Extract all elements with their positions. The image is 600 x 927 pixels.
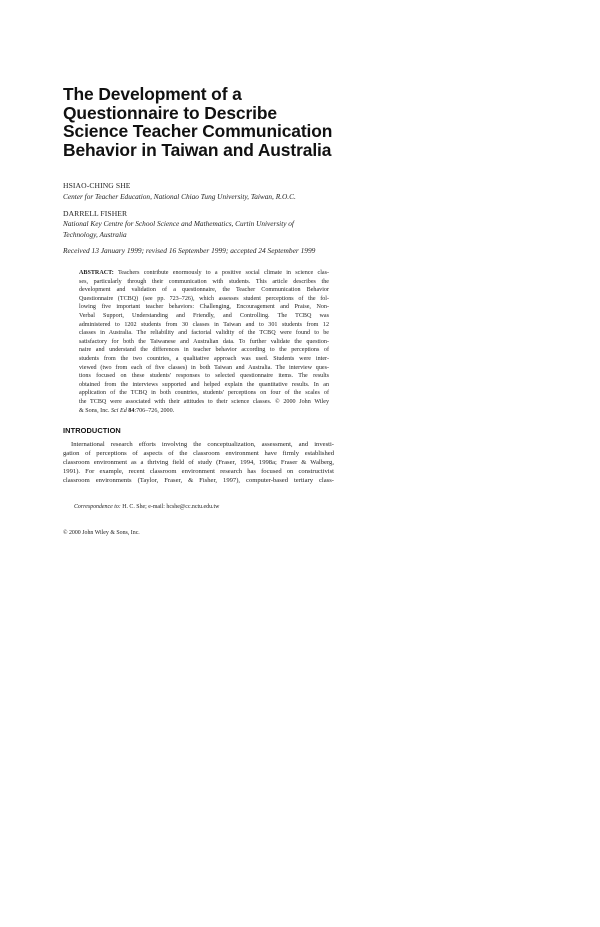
abstract-line: naire and understand the differences in teacher behavior according to the perceptions of	[79, 347, 329, 354]
footnote-text: H. C. She; e-mail: hcshe@cc.nctu.edu.tw	[122, 504, 220, 510]
citation-pages: :706–726, 2000.	[134, 407, 175, 414]
abstract-line: viewed (two from each of five classes) in both Taiwan and Australia. The interview ques-	[79, 364, 329, 371]
abstract-line: ses, particularly through their communication with students. This article describes the	[79, 278, 329, 285]
citation-volume: 84	[128, 407, 135, 414]
citation-journal: Sci Ed	[111, 407, 127, 414]
abstract-line: classes in Australia. The reliability and factorial validity of the TCBQ were found to be	[79, 330, 329, 337]
citation-publisher: & Sons, Inc.	[79, 407, 110, 414]
abstract-line: the TCBQ were associated with their attitudes to their science classes. © 2000 John Wiley	[79, 398, 329, 405]
body-line: International research efforts involving the conceptualization, assessment, and investi-	[71, 441, 334, 448]
body-line: 1991). For example, recent classroom environment research has focused on constructivist	[63, 468, 334, 476]
title-line: Science Teacher Communication	[63, 121, 333, 141]
received-dates: Received 13 January 1999; revised 16 September 1999; accepted 24 September 1999	[63, 246, 316, 255]
article-title	[63, 85, 363, 159]
affiliation-line: National Key Centre for School Science and Mathematics, Curtin University of	[63, 219, 294, 228]
title-line: The Development of a	[63, 84, 242, 104]
abstract-line: administered to 1202 students from 30 classes in Taiwan and to 301 students from 12	[79, 321, 329, 328]
introduction-body	[63, 440, 334, 485]
abstract-line: tions focused on these students' responses to selected questionnaire items. The results	[79, 373, 329, 380]
author-affiliation	[63, 219, 294, 240]
title-line: Behavior in Taiwan and Australia	[63, 139, 332, 160]
author-affiliation	[63, 192, 296, 203]
body-line: gation of perceptions of aspects of the classroom environment have firmly established	[63, 450, 334, 458]
affiliation-line: Center for Teacher Education, National Chiao Tung University, Taiwan, R.O.C.	[63, 192, 296, 201]
footnote-label: Correspondence to:	[74, 504, 121, 510]
abstract-citation	[79, 407, 329, 416]
author-name: HSIAO-CHING SHE	[63, 181, 131, 190]
abstract-line: lowing five important teacher behaviors: Challenging, Encouragement and Praise, Non-	[79, 304, 329, 311]
affiliation-line: Technology, Australia	[63, 229, 127, 239]
abstract-line: students from the two countries, a qualitative approach was used. Students were inter-	[79, 355, 329, 362]
abstract-line: Verbal Support, Understanding and Friendly, and Controlling. The TCBQ was	[79, 312, 329, 319]
abstract-text: Teachers contribute enormously to a positive social climate in science clas-	[117, 270, 329, 276]
abstract-line: development and validation of a questionnaire, the Teacher Communication Behavior	[79, 287, 329, 294]
section-heading-introduction: INTRODUCTION	[63, 426, 121, 435]
body-line: classroom environment as a thriving field of study (Fraser, 1994, 1998a; Fraser & Walberg,	[63, 459, 334, 467]
copyright-notice: © 2000 John Wiley & Sons, Inc.	[63, 530, 140, 536]
abstract-label: ABSTRACT:	[79, 270, 114, 276]
abstract	[79, 269, 329, 415]
correspondence-footnote	[74, 504, 219, 510]
abstract-line	[79, 269, 329, 278]
abstract-line: obtained from the interviews supported and helped explain the quantitative results. In an	[79, 381, 329, 388]
abstract-line: satisfactory for both the Taiwanese and Australian data. To further validate the question-	[79, 338, 329, 345]
author-name: DARRELL FISHER	[63, 209, 128, 218]
abstract-line: application of the TCBQ in both countries, students' perceptions on four of the scales of	[79, 390, 329, 397]
abstract-line: Questionnaire (TCBQ) (see pp. 723–726), which assesses student perceptions of the fol-	[79, 295, 329, 302]
title-line: Questionnaire to Describe	[63, 102, 277, 123]
body-line: classroom environments (Taylor, Fraser, & Fisher, 1997), computer-based tertiary class-	[63, 477, 334, 485]
